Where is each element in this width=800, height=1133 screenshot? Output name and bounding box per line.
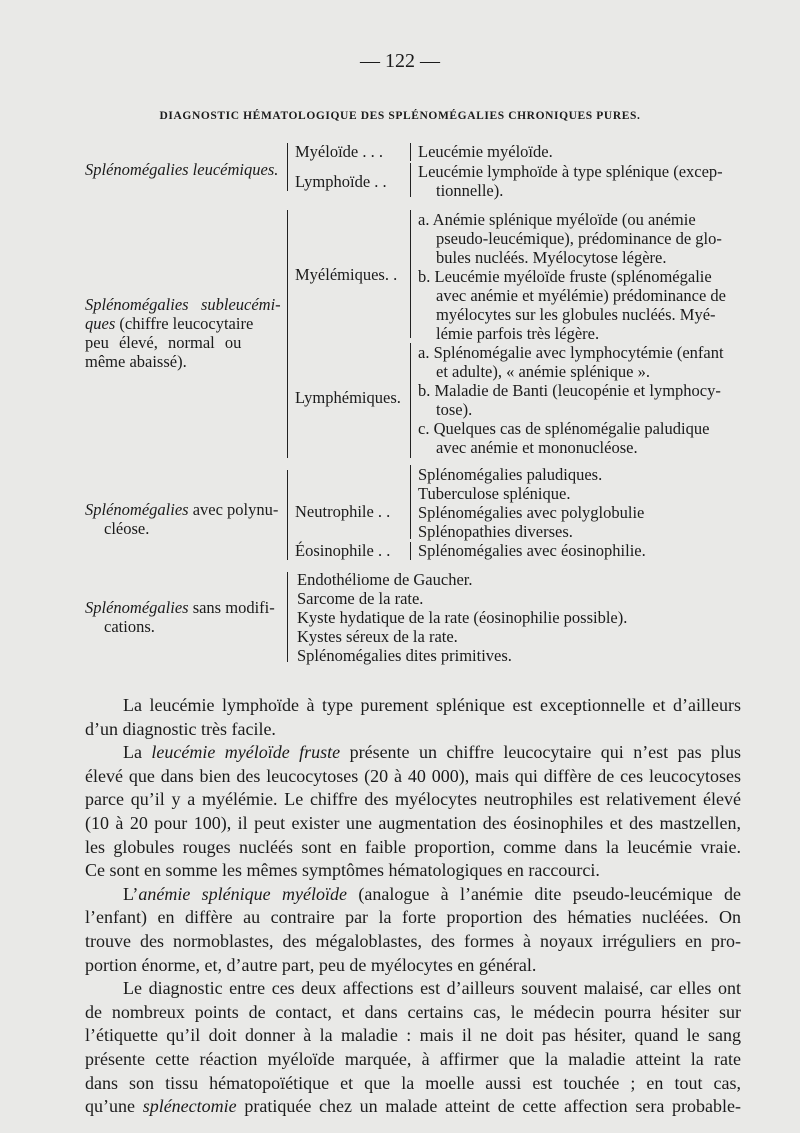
group1-myeloide-desc: Leucémie myéloïde.: [418, 142, 553, 161]
group3-eosinophile: Éosinophile . .: [295, 541, 391, 560]
group3-label-l1: [85, 500, 278, 519]
group2-myel-a-l2: pseudo-leucémique), prédominance de glo-: [436, 229, 722, 248]
group2-lymph-c-l2: avec anémie et mononucléose.: [436, 438, 638, 457]
group4-label-rest: sans modifi-: [192, 598, 275, 617]
text-run: (analogue à l’anémie dite pseudo-leucémique de: [347, 883, 741, 904]
group3-neutrophile: Neutrophile . .: [295, 502, 391, 521]
group3-neutro-item-4: Splénopathies diverses.: [418, 522, 573, 541]
paragraph-4-line: présente cette réaction myéloïde marquée, à affirmer que la maladie atteint la rate: [85, 1048, 741, 1069]
group2-lymph-a-l2: et adulte), « anémie splénique ».: [436, 362, 650, 381]
paragraph-2-line: Ce sont en somme les mêmes symptômes hématologiques en raccourci.: [85, 860, 600, 881]
group2-label-l2: [85, 314, 253, 333]
group4-item-2: Sarcome de la rate.: [297, 589, 424, 608]
group1-sub1-rule: [410, 143, 411, 161]
paragraph-4-line: de nombreux points de contact, et dans certains cas, le médecin pourra hésiter sur: [85, 1001, 741, 1022]
group1-brace: [287, 143, 288, 191]
paragraph-4: [85, 977, 741, 1119]
group3-label-it: Splénomégalies: [85, 500, 189, 519]
paragraph-1-line: d’un diagnostic très facile.: [85, 718, 276, 739]
paragraph-4-line: [85, 1095, 741, 1119]
group2-myel-a-l3: bules nucléés. Myélocytose légère.: [436, 248, 667, 267]
text-run: qu’une: [85, 1096, 143, 1117]
group4-item-1: Endothéliome de Gaucher.: [297, 570, 473, 589]
group1-lymphoide-desc-l1: Leucémie lymphoïde à type splénique (excep-: [418, 162, 723, 181]
group1-myeloide: Myéloïde . . .: [295, 142, 383, 161]
paragraph-2-line: parce qu’il y a myélémie. Le chiffre des myélocytes neutrophiles est relativement élevé: [85, 789, 741, 810]
text-run: La: [123, 742, 152, 763]
group1-lymphoide-desc-l2: tionnelle).: [436, 181, 504, 200]
table-heading: DIAGNOSTIC HÉMATOLOGIQUE DES SPLÉNOMÉGALIES CHRONIQUES PURES.: [159, 110, 641, 122]
group2-myel-b-l1: b. Leucémie myéloïde fruste (splénomégalie: [418, 267, 712, 286]
text-run: présente un chiffre leucocytaire qui n’est pas plus: [340, 742, 742, 763]
group3-label-l2: cléose.: [104, 519, 150, 538]
paragraph-3-line: trouve des normoblastes, des mégaloblastes, des formes à noyaux irréguliers en pro-: [85, 930, 741, 951]
paragraph-2-line: élevé que dans bien des leucocytoses (20 à 40 000), mais qui diffère de ces leucocytoses: [85, 765, 741, 786]
paragraph-1-line: La leucémie lymphoïde à type purement splénique est exceptionnelle et d’ailleurs: [123, 695, 741, 715]
group2-label-l4: même abaissé).: [85, 352, 187, 371]
paragraph-1: [85, 694, 741, 741]
group3-eosino-rule: [410, 542, 411, 560]
group2-myel-rule: [410, 210, 411, 338]
group3-eosino-desc: Splénomégalies avec éosinophilie.: [418, 541, 646, 560]
term-leucemie-myeloide-fruste: leucémie myéloïde fruste: [151, 742, 341, 763]
paragraph-2-line: les globules rouges nucléés sont en faible proportion, comme dans la leucémie vraie.: [85, 836, 741, 857]
paragraph-3: [85, 883, 741, 977]
paragraph-2-line: (10 à 20 pour 100), il peut exister une augmentation des éosinophiles et des mastzellen,: [85, 812, 741, 833]
paragraph-3-line: l’enfant) en diffère au contraire par la forte proportion des hématies nucléées. On: [85, 907, 741, 928]
group3-neutro-item-2: Tuberculose splénique.: [418, 484, 571, 503]
group2-label-l3: peu élevé, normal ou: [85, 333, 242, 352]
group4-label-l2: cations.: [104, 617, 155, 636]
group2-lymph-b-l2: tose).: [436, 400, 473, 419]
group1-sub2-rule: [410, 163, 411, 197]
group2-brace: [287, 210, 288, 458]
group3-label-rest: avec polynu-: [192, 500, 279, 519]
group2-lymph-a-l1: a. Splénomégalie avec lymphocytémie (enfant: [418, 343, 724, 362]
paragraph-4-line: l’étiquette qu’il doit donner à la maladie : mais il ne doit pas hésiter, quand le sang: [85, 1025, 741, 1046]
group1-label: Splénomégalies leucémiques.: [85, 160, 279, 179]
text-run: pratiquée chez un malade atteint de cette affection sera probable-: [236, 1096, 742, 1117]
paragraph-2: [85, 741, 741, 883]
body-text: [85, 694, 741, 1119]
term-splenectomie: splénectomie: [142, 1096, 237, 1117]
paragraph-2-line: [85, 741, 741, 765]
group2-myelemiques: Myélémiques. .: [295, 265, 398, 284]
group4-label-l1: [85, 598, 275, 617]
group2-lymph-b-l1: b. Maladie de Banti (leucopénie et lymphocy-: [418, 381, 721, 400]
group4-item-4: Kystes séreux de la rate.: [297, 627, 458, 646]
group2-myel-b-l2: avec anémie et myélémie) prédominance de: [436, 286, 726, 305]
group3-neutro-item-1: Splénomégalies paludiques.: [418, 465, 603, 484]
group1-lymphoide: Lymphoïde . .: [295, 172, 387, 191]
group3-neutro-rule: [410, 465, 411, 539]
group2-myel-a-l1: a. Anémie splénique myéloïde (ou anémie: [418, 210, 696, 229]
group3-brace: [287, 470, 288, 560]
term-anemie-splenique-myeloide: anémie splénique myéloïde: [138, 883, 347, 904]
page-number: — 122 —: [360, 50, 440, 72]
group2-myel-b-l3: myélocytes sur les globules nucléés. Myé-: [436, 305, 716, 324]
paragraph-3-line: portion énorme, et, d’autre part, peu de myélocytes en général.: [85, 954, 537, 975]
group2-label-rest2: (chiffre leucocytaire: [119, 314, 254, 333]
text-run: L’: [123, 883, 139, 904]
group2-lymph-c-l1: c. Quelques cas de splénomégalie paludique: [418, 419, 710, 438]
group3-neutro-item-3: Splénomégalies avec polyglobulie: [418, 503, 645, 522]
paragraph-4-line: Le diagnostic entre ces deux affections est d’ailleurs souvent malaisé, car elles ont: [123, 978, 741, 999]
paragraph-4-line: dans son tissu hématopoïétique et que la moelle aussi est touchée ; en tout cas,: [85, 1072, 741, 1093]
group2-label-it2: ques: [85, 314, 116, 333]
paragraph-3-line: [85, 883, 741, 907]
group4-label-it: Splénomégalies: [85, 598, 189, 617]
group2-lymphemiques: Lymphémiques.: [295, 388, 401, 407]
group2-label-it1: Splénomégalies: [85, 295, 189, 314]
group2-label-l1: [85, 295, 281, 314]
group2-label-it1b: subleucémi-: [200, 295, 281, 314]
group2-myel-b-l4: lémie parfois très légère.: [436, 324, 600, 343]
group4-item-3: Kyste hydatique de la rate (éosinophilie possible).: [297, 608, 628, 627]
group4-brace: [287, 572, 288, 662]
group4-item-5: Splénomégalies dites primitives.: [297, 646, 512, 665]
group2-lymph-rule: [410, 343, 411, 458]
